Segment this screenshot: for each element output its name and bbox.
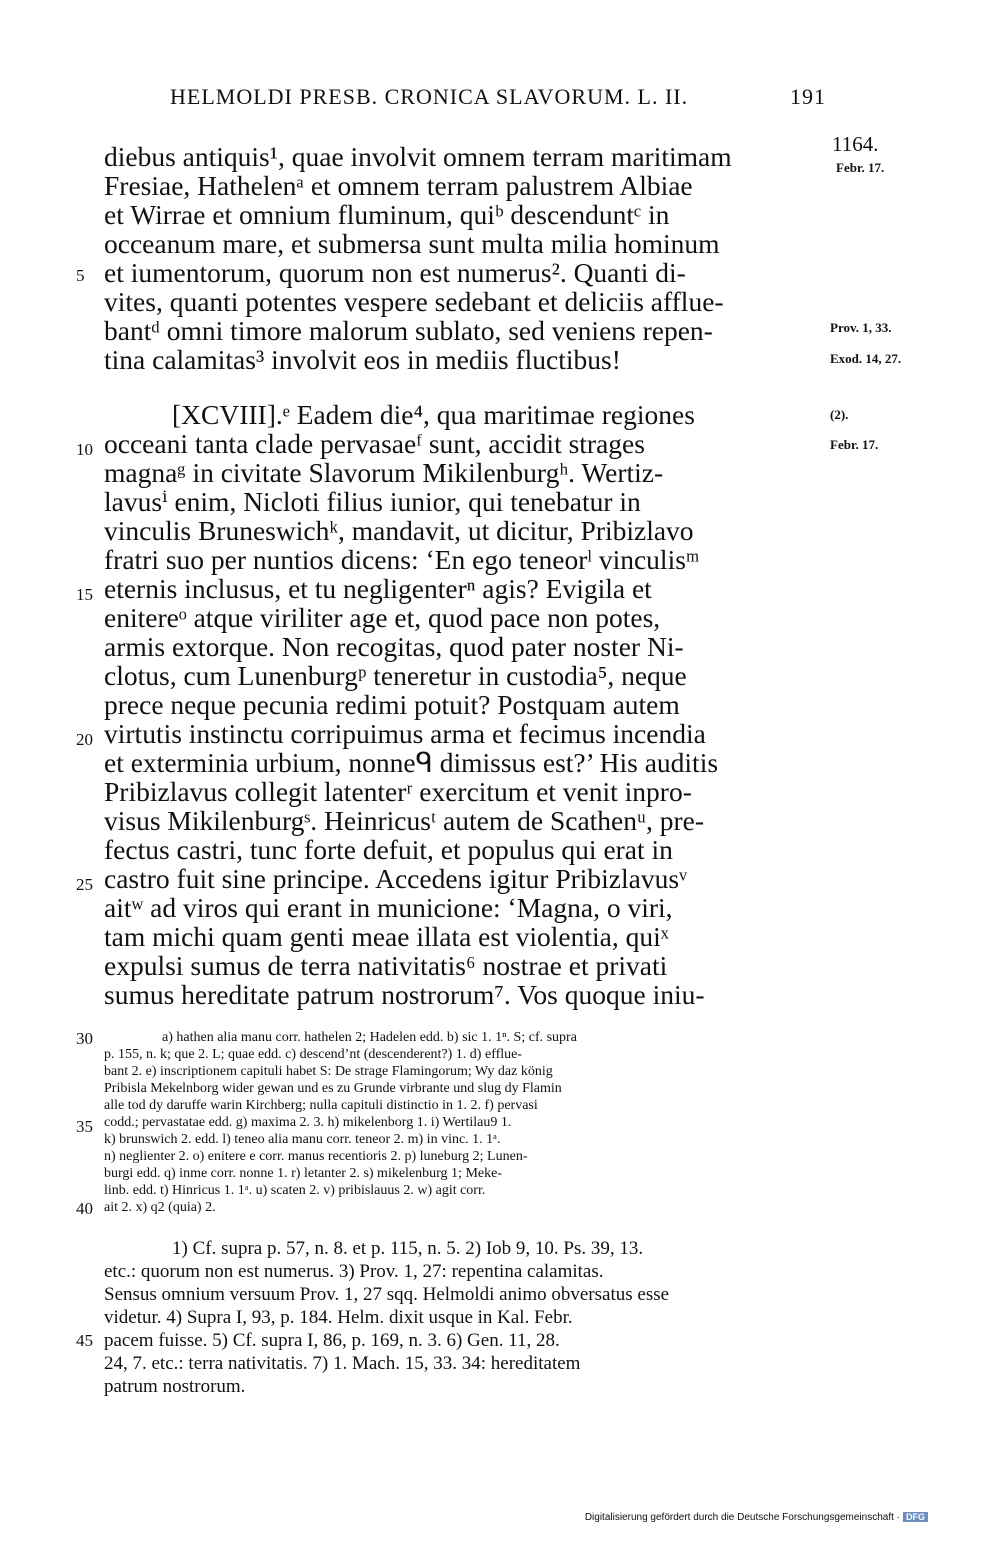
text-line: Fresiae, Hathelenᵃ et omnem terram palustrem Albiae [104,170,693,201]
digitization-credit [585,1512,928,1523]
text-line: armis extorque. Non recogitas, quod pater noster Ni- [104,631,684,662]
text-line: expulsi sumus de terra nativitatis⁶ nostrae et privati [104,950,668,981]
text-line: bantᵈ omni timore malorum sublato, sed veniens repen- [104,315,713,346]
text-line: visus Mikilenburgˢ. Heinricusᵗ autem de Scathenᵘ, pre- [104,805,705,836]
page-number: 191 [790,84,826,109]
variant-note: k) brunswich 2. edd. l) teneo alia manu corr. teneor 2. m) in vinc. 1. 1ᵃ. [104,1132,501,1147]
text-line: fratri suo per nuntios dicens: ‘En ego teneorˡ vinculisᵐ [104,544,700,575]
text-line: Pribizlavus collegit latenterʳ exercitum et venit inpro- [104,776,692,807]
text-line: magnaᵍ in civitate Slavorum Mikilenburgʰ. Wertiz- [104,457,664,488]
text-line: clotus, cum Lunenburgᵖ teneretur in custodia⁵, neque [104,660,687,691]
footnote-line: etc.: quorum non est numerus. 3) Prov. 1, 27: repentina calamitas. [104,1261,604,1282]
variant-note: a) hathen alia manu corr. hathelen 2; Hadelen edd. b) sic 1. 1ⁿ. S; cf. supra [162,1030,577,1045]
text-line: aitʷ ad viros qui erant in municione: ‘Magna, o viri, [104,892,673,923]
variant-note: Pribisla Mekelnborg wider gewan und es zu Grunde virbrante und slug dy Flamin [104,1081,562,1096]
variant-note: codd.; pervastatae edd. g) maxima 2. 3. h) mikelenborg 1. i) Wertilau9 1. [104,1115,512,1130]
text-line: lavusⁱ enim, Nicloti filius iunior, qui tenebatur in [104,486,641,517]
line-number: 35 [76,1117,93,1136]
line-number: 10 [76,440,93,459]
text-line: et Wirrae et omnium fluminum, quiᵇ descenduntᶜ in [104,199,670,230]
variant-note: bant 2. e) inscriptionem capituli habet S: De strage Flamingorum; Wy daz könig [104,1064,553,1079]
text-line: vites, quanti potentes vespere sedebant et deliciis afflue- [104,286,724,317]
text-line: diebus antiquis¹, quae involvit omnem terram maritimam [104,141,732,172]
variant-note: n) neglienter 2. o) enitere e corr. manus recentioris 2. p) luneburg 2; Lunen- [104,1149,528,1164]
text-line: enitereᵒ atque viriliter age et, quod pace non potes, [104,602,661,633]
margin-reference: Exod. 14, 27. [830,351,902,366]
text-line: castro fuit sine principe. Accedens igitur Pribizlavusᵛ [104,863,688,894]
line-number: 45 [76,1331,93,1350]
variant-note: alle tod dy daruffe warin Kirchberg; nulla capituli distinctio in 1. 2. f) pervasi [104,1098,538,1113]
text-line: fectus castri, tunc forte defuit, et populus qui erat in [104,834,673,865]
margin-date: Febr. 17. [836,160,885,175]
margin-year: 1164. [832,132,879,156]
text-line: virtutis instinctu corripuimus arma et fecimus incendia [104,718,706,749]
line-number: 25 [76,875,93,894]
variant-note: burgi edd. q) inme corr. nonne 1. r) letanter 2. s) mikelenburg 1; Meke- [104,1166,502,1181]
credit-text: Digitalisierung gefördert durch die Deutsche Forschungsgemeinschaft · [584,1512,900,1523]
text-line: occeanum mare, et submersa sunt multa milia hominum [104,228,720,259]
variant-note: linb. edd. t) Hinricus 1. 1ᵃ. u) scaten 2. v) pribislauus 2. w) agit corr. [104,1183,486,1198]
footnote-line: Sensus omnium versuum Prov. 1, 27 sqq. Helmoldi animo obversatus esse [104,1284,670,1305]
header-title: HELMOLDI PRESB. CRONICA SLAVORUM. L. II. [170,84,689,109]
footnote-line: videtur. 4) Supra I, 93, p. 184. Helm. dixit usque in Kal. Febr. [104,1307,573,1328]
footnote-line: 1) Cf. supra p. 57, n. 8. et p. 115, n. 5. 2) Iob 9, 10. Ps. 39, 13. [172,1238,644,1259]
dfg-logo: DFG [903,1512,928,1522]
chapter-start-line: [XCVIII].ᵉ Eadem die⁴, qua maritimae regiones [172,399,695,430]
text-line: occeani tanta clade pervasaeᶠ sunt, accidit strages [104,428,645,459]
margin-date: Febr. 17. [830,437,879,452]
line-number: 15 [76,585,93,604]
text-line: tina calamitas³ involvit eos in mediis fluctibus! [104,344,621,375]
footnote-line: pacem fuisse. 5) Cf. supra I, 86, p. 169, n. 3. 6) Gen. 11, 28. [104,1330,560,1351]
line-number: 5 [76,266,85,285]
line-number: 20 [76,730,93,749]
footnote-line: 24, 7. etc.: terra nativitatis. 7) 1. Mach. 15, 33. 34: hereditatem [104,1353,581,1374]
text-line: sumus hereditate patrum nostrorum⁷. Vos quoque iniu- [104,979,705,1010]
text-line: tam michi quam genti meae illata est violentia, quiˣ [104,921,669,952]
margin-chapter-number: (2). [830,407,849,422]
text-line: et iumentorum, quorum non est numerus². Quanti di- [104,257,686,288]
variant-note: ait 2. x) q2 (quia) 2. [104,1200,216,1215]
text-line: vinculis Bruneswichᵏ, mandavit, ut dicitur, Pribizlavo [104,515,694,546]
text-line: eternis inclusus, et tu negligenterⁿ agis? Evigila et [104,573,652,604]
variant-note: p. 155, n. k; que 2. L; quae edd. c) descend’nt (descenderent?) 1. d) efflue- [104,1047,523,1062]
line-number: 40 [76,1199,93,1218]
line-number: 30 [76,1029,93,1048]
text-line: et exterminia urbium, nonneᑫ dimissus est?’ His auditis [104,747,719,778]
footnote-line: patrum nostrorum. [104,1376,246,1397]
running-header [170,84,830,110]
margin-reference: Prov. 1, 33. [830,320,892,335]
text-line: prece neque pecunia redimi potuit? Postquam autem [104,689,680,720]
